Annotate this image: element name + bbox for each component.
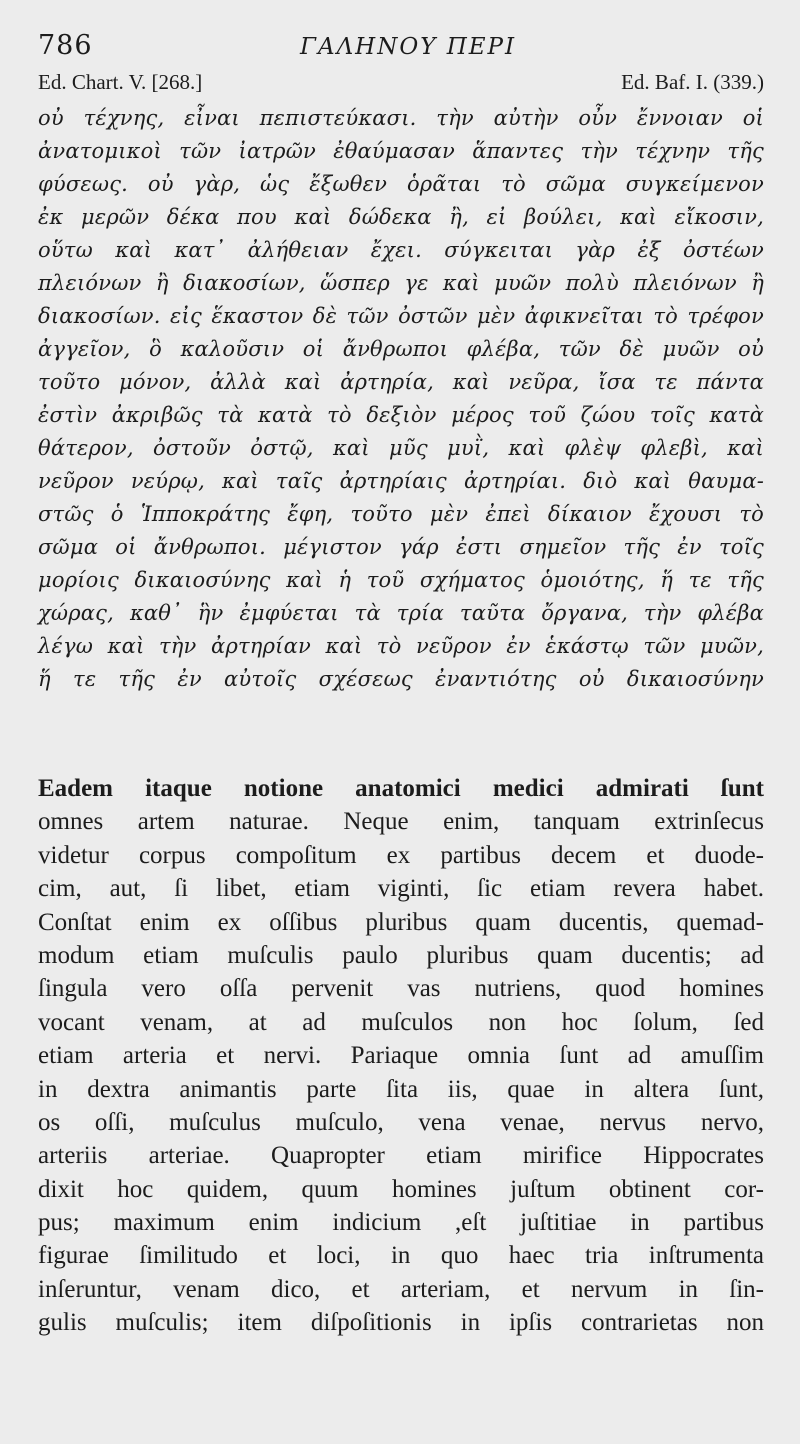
- latin-line: in dextra animantis parte ſita iis, quae in altera ſunt,: [38, 1075, 764, 1103]
- latin-line: Conſtat enim ex oſſibus pluribus quam ducentis, quemad-: [38, 908, 764, 936]
- greek-line: οὕτω καὶ κατ᾿ ἀλήθειαν ἔχει. σύγκειται γὰρ ἐξ ὀστέων: [38, 238, 764, 262]
- edition-chart-reference: Ed. Chart. V. [268.]: [38, 70, 203, 94]
- latin-line: vocant venam, at ad muſculos non hoc ſolum, ſed: [38, 1008, 764, 1036]
- latin-line: omnes artem naturae. Neque enim, tanquam extrinſecus: [38, 808, 764, 836]
- latin-line: inſeruntur, venam dico, et arteriam, et nervum in ſin-: [38, 1275, 764, 1303]
- latin-line: modum etiam muſculis paulo pluribus quam ducentis; ad: [38, 941, 764, 969]
- greek-line: ἥ τε τῆς ἐν αὐτοῖς σχέσεως ἐναντιότης οὐ δικαιοσύνην: [38, 667, 764, 691]
- latin-line: pus; maximum enim indicium ,eſt juſtitiae in partibus: [38, 1209, 764, 1237]
- latin-line: gulis muſculis; item diſpoſitionis in ipſis contrarietas non: [38, 1309, 764, 1337]
- greek-line: θάτερον, ὀστοῦν ὀστῷ, καὶ μῦς μυῒ, καὶ φλὲψ φλεβὶ, καὶ: [38, 436, 764, 460]
- edition-bas-reference: Ed. Baf. I. (339.): [621, 70, 764, 94]
- latin-line: videtur corpus compoſitum ex partibus decem et duode-: [38, 841, 764, 869]
- greek-line: ἐκ μερῶν δέκα που καὶ δώδεκα ἢ, εἰ βούλει, καὶ εἴκοσιν,: [38, 205, 764, 229]
- greek-line: χώρας, καθ᾿ ἣν ἐμφύεται τὰ τρία ταῦτα ὄργανα, τὴν φλέβα: [38, 601, 764, 625]
- edition-reference-line: [38, 70, 764, 102]
- greek-line: μορίοις δικαιοσύνης καὶ ἡ τοῦ σχήματος ὁμοιότης, ἥ τε τῆς: [38, 568, 764, 592]
- greek-line: διακοσίων. εἰς ἕκαστον δὲ τῶν ὀστῶν μὲν ἀφικνεῖται τὸ τρέφον: [38, 304, 764, 328]
- greek-line: ἐστὶν ἀκριβῶς τὰ κατὰ τὸ δεξιὸν μέρος τοῦ ζώου τοῖς κατὰ: [38, 403, 764, 427]
- greek-line: τοῦτο μόνον, ἀλλὰ καὶ ἀρτηρία, καὶ νεῦρα, ἴσα τε πάντα: [38, 370, 764, 394]
- greek-line: φύσεως. οὐ γὰρ, ὡς ἔξωθεν ὁρᾶται τὸ σῶμα συγκείμενον: [38, 172, 764, 196]
- latin-line: figurae ſimilitudo et loci, in quo haec tria inſtrumenta: [38, 1242, 764, 1270]
- greek-line: ἀνατομικοὶ τῶν ἰατρῶν ἐθαύμασαν ἅπαντες τὴν τέχνην τῆς: [38, 139, 764, 163]
- latin-line: ſingula vero oſſa pervenit vas nutriens, quod homines: [38, 975, 764, 1003]
- greek-line: στῶς ὁ Ἱπποκράτης ἔφη, τοῦτο μὲν ἐπεὶ δίκαιον ἔχουσι τὸ: [38, 502, 764, 526]
- page-number: 786: [38, 30, 93, 61]
- running-title: ΓΑΛΗΝΟΥ ΠΕΡΙ: [300, 34, 517, 60]
- greek-line: λέγω καὶ τὴν ἀρτηρίαν καὶ τὸ νεῦρον ἐν ἑκάστῳ τῶν μυῶν,: [38, 634, 764, 658]
- latin-line: cim, aut, ſi libet, etiam viginti, ſic etiam revera habet.: [38, 875, 764, 903]
- latin-line: os oſſi, muſculus muſculo, vena venae, nervus nervo,: [38, 1108, 764, 1136]
- greek-line: σῶμα οἱ ἄνθρωποι. μέγιστον γάρ ἐστι σημεῖον τῆς ἐν τοῖς: [38, 535, 764, 559]
- greek-line: πλειόνων ἢ διακοσίων, ὥσπερ γε καὶ μυῶν πολὺ πλειόνων ἢ: [38, 271, 764, 295]
- latin-line: etiam arteria et nervi. Pariaque omnia ſunt ad amuſſim: [38, 1042, 764, 1070]
- greek-line: ἀγγεῖον, ὃ καλοῦσιν οἱ ἄνθρωποι φλέβα, τῶν δὲ μυῶν οὐ: [38, 337, 764, 361]
- running-head: [38, 26, 764, 70]
- latin-line: dixit hoc quidem, quum homines juſtum obtinent cor-: [38, 1175, 764, 1203]
- greek-line: νεῦρον νεύρῳ, καὶ ταῖς ἀρτηρίαις ἀρτηρίαι. διὸ καὶ θαυμα-: [38, 469, 764, 493]
- latin-line: arteriis arteriae. Quapropter etiam mirifice Hippocrates: [38, 1142, 764, 1170]
- greek-text-block: [38, 102, 764, 696]
- latin-text-block: [38, 772, 764, 1340]
- latin-line: Eadem itaque notione anatomici medici admirati ſunt: [38, 775, 764, 802]
- greek-line: οὐ τέχνης, εἶναι πεπιστεύκασι. τὴν αὐτὴν οὖν ἔννοιαν οἱ: [38, 106, 764, 130]
